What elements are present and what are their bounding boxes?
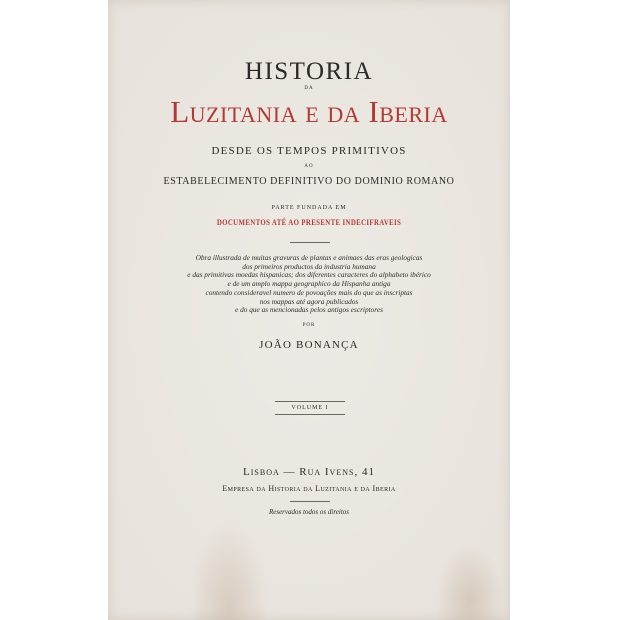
title-luzitania-iberia: Luzitania e da Iberia: [170, 94, 448, 129]
volume-label: VOLUME I: [275, 401, 345, 415]
title-historia: HISTORIA: [244, 58, 374, 85]
description-line: dos primeiros productos da industria humana: [242, 261, 376, 271]
by-label: POR: [302, 323, 316, 328]
description-line: e do que as mencionadas pelos antigos escriptores: [235, 305, 383, 315]
author-name: JOÃO BONANÇA: [259, 339, 359, 351]
subtitle-connector-ao: AO: [304, 164, 314, 169]
subtitle-desde: DESDE OS TEMPOS PRIMITIVOS: [211, 145, 407, 157]
divider-rule: [290, 501, 330, 502]
subtitle-estabelecimento: ESTABELECIMENTO DEFINITIVO DO DOMINIO ROMANO: [163, 176, 455, 187]
imprint-city: Lisboa — Rua Ivens, 41: [243, 466, 375, 478]
title-page: [108, 0, 510, 620]
publisher-name: Empresa da Historia da Luzitania e da Iberia: [222, 484, 396, 493]
title-connector-da: DA: [304, 86, 314, 91]
based-on-label: PARTE FUNDADA EM: [271, 205, 347, 211]
documents-line: DOCUMENTOS ATÉ AO PRESENTE INDECIFRAVEIS: [216, 218, 402, 227]
description-block: [108, 254, 510, 315]
description-line: nos mappas até agora publicados: [259, 296, 359, 306]
description-line: contendo consideravel numero de povoações mais do que as inscriptas: [205, 287, 413, 297]
description-line: e de um amplo mappa geographico da Hispanha antiga: [227, 279, 391, 289]
description-line: Obra illustrada de muitas gravuras de plantas e animaes das eras geologicas: [195, 253, 423, 262]
divider-rule: [290, 242, 330, 243]
rights-notice: Reservados todos os direitos: [268, 508, 350, 516]
description-line: e das primitivas moedas hispanicas; dos diferentes caracteres do alphabeto ibérico: [187, 270, 431, 280]
